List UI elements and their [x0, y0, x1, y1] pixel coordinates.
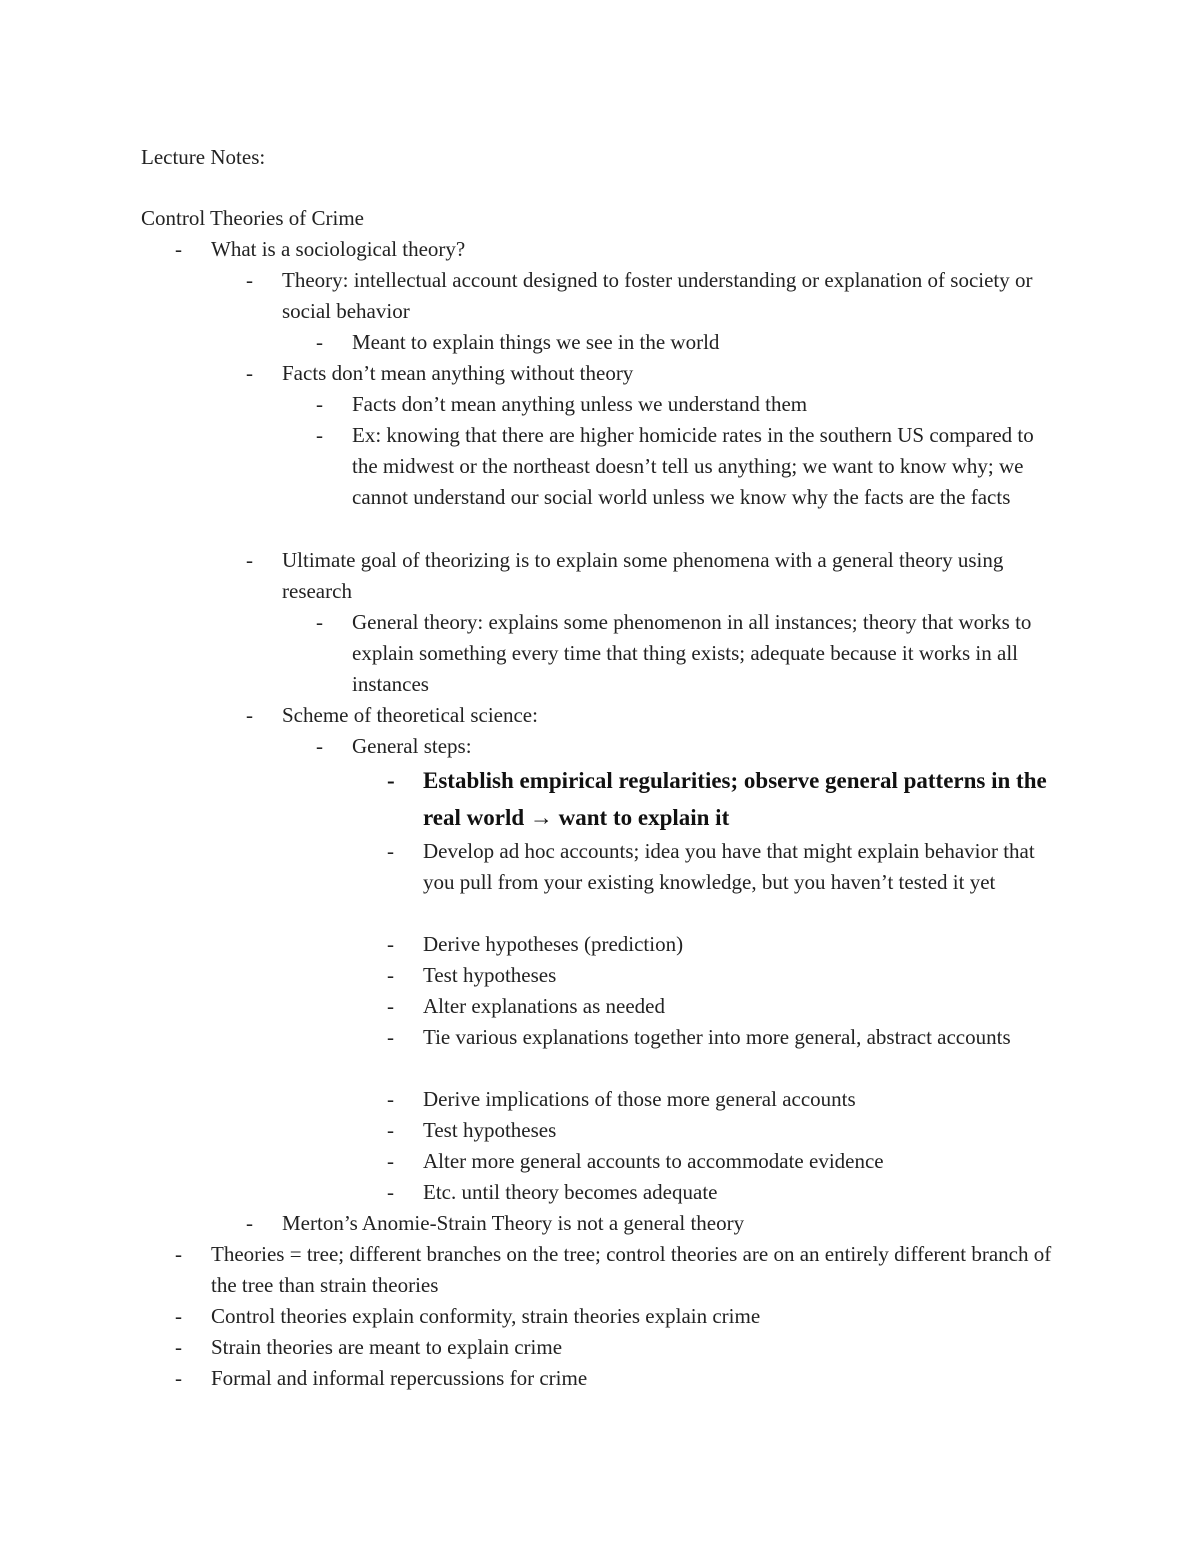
list-item	[246, 1208, 1062, 1239]
list-item	[387, 929, 1063, 960]
list-item-text: Tie various explanations together into more general, abstract accounts	[423, 1025, 1011, 1049]
list-item-text: Formal and informal repercussions for crime	[211, 1366, 588, 1390]
bullet-dash: -	[387, 1149, 394, 1173]
list-item-text: Alter more general accounts to accommodate evidence	[423, 1149, 884, 1173]
list-item	[175, 1332, 1071, 1363]
list-item-text: Facts don’t mean anything without theory	[282, 361, 634, 385]
list-item	[246, 700, 1062, 731]
list-item	[387, 1177, 1063, 1208]
list-item-text: General theory: explains some phenomenon in all instances; theory that works to explain something every time that thing exists; adequate because it works in all instances	[352, 610, 1032, 696]
bullet-dash: -	[387, 839, 394, 863]
list-item	[246, 265, 1062, 327]
list-item-text: Theories = tree; different branches on the tree; control theories are on an entirely different branch of the tree than strain theories	[211, 1242, 1052, 1297]
bullet-dash: -	[387, 994, 394, 1018]
list-item-text: Derive implications of those more general accounts	[423, 1087, 856, 1111]
list-item-text: Etc. until theory becomes adequate	[423, 1180, 718, 1204]
bullet-dash: -	[387, 768, 395, 793]
list-item-text: Test hypotheses	[423, 1118, 557, 1142]
list-item-text: Meant to explain things we see in the world	[352, 330, 720, 354]
bullet-dash: -	[387, 1180, 394, 1204]
list-item	[387, 1115, 1063, 1146]
list-item	[316, 327, 1062, 358]
list-item-text: Develop ad hoc accounts; idea you have that might explain behavior that you pull from your existing knowledge, but you haven’t tested it yet	[423, 839, 1035, 894]
bullet-dash: -	[387, 1118, 394, 1142]
list-item	[175, 234, 1071, 265]
list-item	[175, 1363, 1071, 1394]
list-item	[387, 1146, 1063, 1177]
bullet-dash: -	[316, 734, 323, 758]
bullet-dash: -	[316, 392, 323, 416]
list-item	[387, 991, 1063, 1022]
bullet-dash: -	[175, 237, 182, 261]
bullet-dash: -	[175, 1242, 182, 1266]
list-item-text: Test hypotheses	[423, 963, 557, 987]
bullet-dash: -	[246, 361, 253, 385]
list-item-text: Establish empirical regularities; observe general patterns in the real world → want to explain it	[423, 768, 1047, 830]
bullet-dash: -	[387, 1025, 394, 1049]
list-item	[387, 1084, 1063, 1115]
list-item-text: Ultimate goal of theorizing is to explain some phenomena with a general theory using research	[282, 548, 1004, 603]
bullet-dash: -	[246, 1211, 253, 1235]
bullet-dash: -	[387, 1087, 394, 1111]
list-item	[316, 607, 1062, 700]
list-item-text: Theory: intellectual account designed to foster understanding or explanation of society or social behavior	[282, 268, 1033, 323]
list-item-text: Facts don’t mean anything unless we understand them	[352, 392, 808, 416]
list-item	[387, 836, 1063, 898]
bullet-dash: -	[175, 1335, 182, 1359]
list-item-emphasized	[387, 762, 1063, 836]
list-item-text: Scheme of theoretical science:	[282, 703, 538, 727]
list-item-text: Control theories explain conformity, strain theories explain crime	[211, 1304, 761, 1328]
list-item-text: Merton’s Anomie-Strain Theory is not a general theory	[282, 1211, 745, 1235]
list-item	[316, 420, 1062, 513]
section-title: Control Theories of Crime	[141, 206, 364, 230]
list-item	[175, 1239, 1071, 1301]
list-item-text: What is a sociological theory?	[211, 237, 466, 261]
bullet-dash: -	[175, 1366, 182, 1390]
bullet-dash: -	[316, 330, 323, 354]
bullet-dash: -	[387, 963, 394, 987]
document-title: Lecture Notes:	[141, 145, 266, 169]
list-item-text: Strain theories are meant to explain crime	[211, 1335, 563, 1359]
bullet-dash: -	[175, 1304, 182, 1328]
list-item-text: Ex: knowing that there are higher homicide rates in the southern US compared to the midwest or the northeast doesn’t tell us anything; we want to know why; we cannot understand our social world unless we know why the facts are the facts	[352, 423, 1034, 509]
list-item	[387, 1022, 1063, 1053]
list-item	[387, 960, 1063, 991]
list-item-text: General steps:	[352, 734, 472, 758]
list-item	[246, 358, 1062, 389]
bullet-dash: -	[246, 703, 253, 727]
list-item	[316, 731, 1062, 762]
list-item-text: Derive hypotheses (prediction)	[423, 932, 684, 956]
bullet-dash: -	[387, 932, 394, 956]
bullet-dash: -	[246, 548, 253, 572]
list-item	[175, 1301, 1071, 1332]
bullet-dash: -	[316, 423, 323, 447]
list-item	[316, 389, 1062, 420]
bullet-dash: -	[316, 610, 323, 634]
bullet-dash: -	[246, 268, 253, 292]
list-item	[246, 545, 1062, 607]
list-item-text: Alter explanations as needed	[423, 994, 665, 1018]
